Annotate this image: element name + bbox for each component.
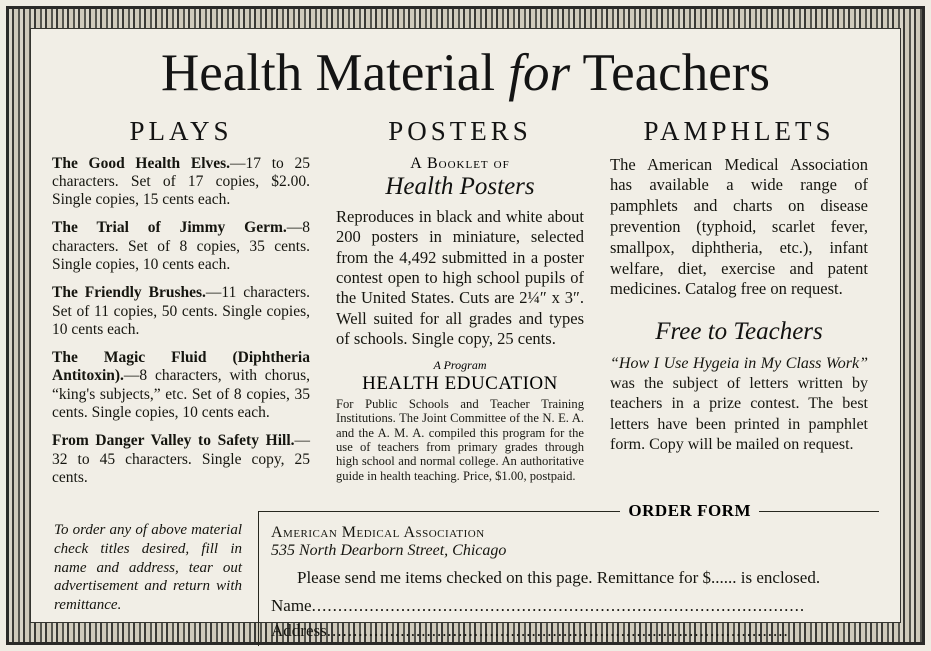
play-title: From Danger Valley to Safety Hill.	[52, 432, 295, 450]
list-item	[52, 284, 310, 339]
play-title: The Magic Fluid (Diphtheria Antitoxin).	[52, 349, 310, 385]
list-item	[52, 432, 310, 487]
page-title	[52, 46, 879, 102]
address-input-line[interactable]: ........................................................................................	[326, 621, 789, 641]
order-form[interactable]	[258, 501, 879, 646]
list-item	[52, 349, 310, 422]
list-item	[52, 155, 310, 210]
order-form-legend: ORDER FORM	[620, 501, 759, 521]
posters-body: Reproduces in black and white about 200 posters in miniature, selected from the 4,492 submitted in a poster contest open to high school pupils of the United States. Cuts are 2¼″ x 3″. Well suited for all grades and types of schools. Single copy, 25 cents.	[336, 206, 584, 349]
play-description: —8 characters. Set of 8 copies, 35 cents. Single copies, 10 cents each.	[52, 219, 310, 274]
play-title: The Friendly Brushes.	[52, 284, 206, 302]
plays-heading: PLAYS	[129, 115, 233, 146]
title-part-2: Teachers	[570, 44, 770, 102]
ad-content	[38, 34, 893, 641]
organization-address: 535 North Dearborn Street, Chicago	[271, 542, 507, 560]
play-title: The Trial of Jimmy Germ.	[52, 219, 287, 237]
name-input-line[interactable]: ..............................................................................................	[311, 596, 806, 616]
column-posters	[324, 116, 596, 483]
posters-heading: POSTERS	[388, 115, 532, 146]
title-italic-for: for	[508, 44, 571, 102]
free-to-teachers-title: Free to Teachers	[655, 318, 823, 346]
address-label: Address	[271, 621, 327, 641]
list-item	[52, 219, 310, 274]
order-instructions: To order any of above material check titles desired, fill in name and address, tear out advertisement and return with remittance.	[54, 522, 242, 614]
pamphlets-body: The American Medical Association has available a wide range of pamphlets and charts on disease prevention (typhoid, scarlet fever, smallpox, diphtheria, etc.), infant welfare, diet, exercise and patent medicines. Catalog free on request.	[610, 154, 868, 299]
play-description: —17 to 25 characters. Set of 17 copies, $2.00. Single copies, 15 cents each.	[52, 154, 310, 209]
letter-contest-quote: “How I Use Hygeia in My Class Work”	[610, 355, 868, 373]
posters-subhead: A Booklet of	[410, 154, 510, 172]
pamphlets-heading: PAMPHLETS	[643, 115, 835, 146]
program-label: A Program	[433, 357, 487, 372]
column-pamphlets	[596, 116, 868, 455]
address-field-row[interactable]	[271, 621, 869, 641]
remittance-line: Please send me items checked on this page. Remittance for $...... is enclosed.	[297, 568, 821, 588]
health-education-body: For Public Schools and Teacher Training Institutions. The Joint Committee of the N. E. A. and the A. M. A. compiled this program for the use of teachers from primary grades through high school and normal college. An authoritative guide in health teaching. Price, $1.00, postpaid.	[336, 396, 584, 483]
health-education-title: HEALTH EDUCATION	[362, 372, 558, 394]
play-title: The Good Health Elves.	[52, 154, 231, 172]
name-label: Name	[271, 596, 312, 616]
posters-title: Health Posters	[385, 172, 535, 200]
title-part-1: Health Material	[161, 44, 509, 102]
free-to-teachers-body	[610, 354, 868, 455]
column-plays	[52, 116, 324, 498]
play-description: —11 characters. Set of 11 copies, 50 cents. Single copies, 10 cents each.	[52, 284, 310, 338]
three-column-body	[52, 116, 879, 498]
letter-contest-rest: was the subject of letters written by teachers in a prize contest. The best letters have been printed in pamphlet form. Copy will be mailed on request.	[610, 375, 868, 453]
organization-name: American Medical Association	[271, 524, 485, 542]
play-description: —32 to 45 characters. Single copy, 25 cents.	[52, 432, 310, 486]
order-section	[52, 501, 879, 646]
name-field-row[interactable]	[271, 596, 869, 616]
play-description: —8 characters, with chorus, “king's subjects,” etc. Set of 8 copies, 35 cents. Single copies, 10 cents each.	[52, 367, 310, 422]
